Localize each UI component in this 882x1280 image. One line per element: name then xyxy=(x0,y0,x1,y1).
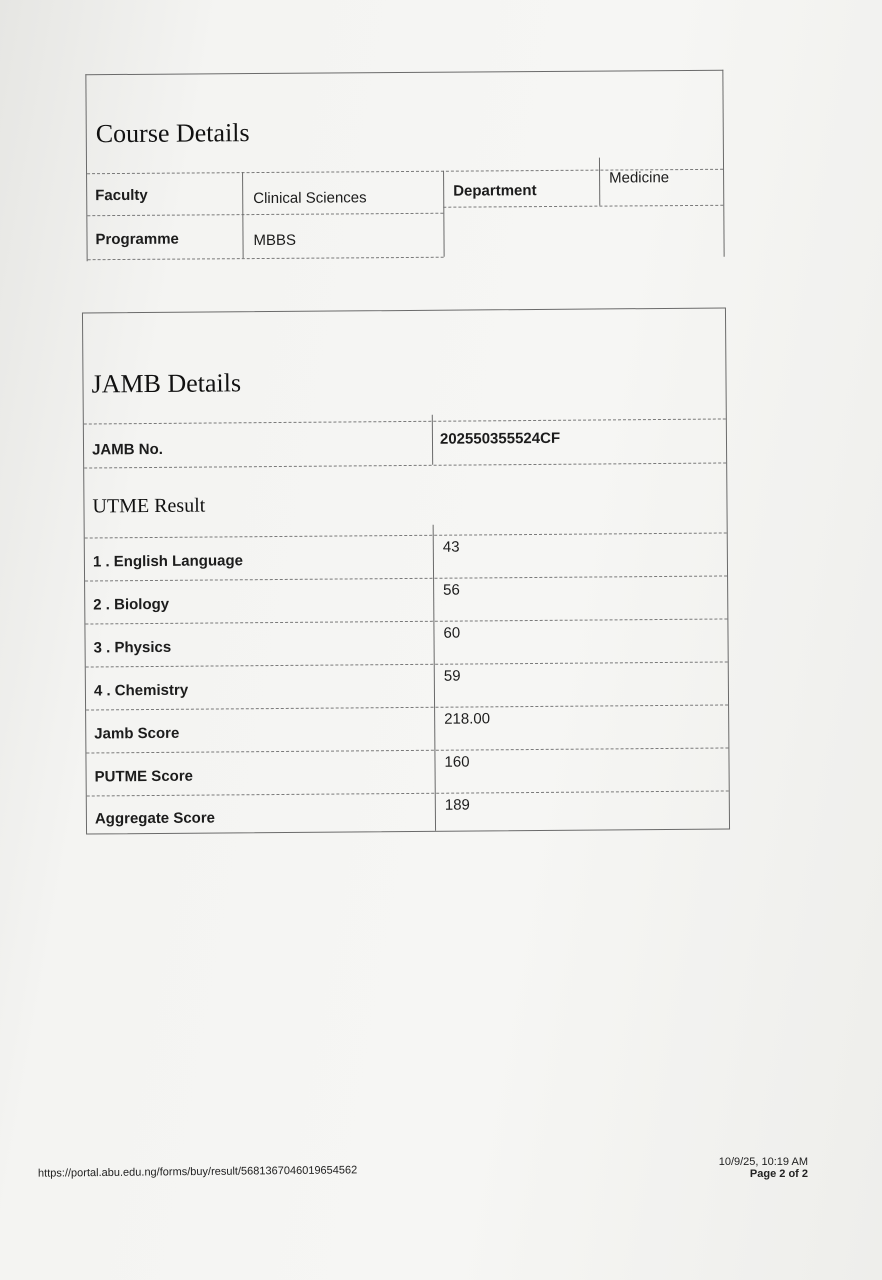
programme-value: MBBS xyxy=(253,231,297,250)
course-details-title: Course Details xyxy=(95,118,250,149)
footer-url: https://portal.abu.edu.ng/forms/buy/result/5681367046019654562 xyxy=(37,1164,358,1180)
course-col-divider-3 xyxy=(599,158,600,206)
utme-result-title: UTME Result xyxy=(92,494,206,518)
utme-row-divider xyxy=(87,790,729,796)
faculty-label: Faculty xyxy=(95,186,148,205)
utme-row-divider xyxy=(86,747,728,753)
putme-score-value: 160 xyxy=(444,753,470,771)
jamb-divider-jambno xyxy=(84,462,726,468)
utme-row-label-english: 1 . English Language xyxy=(92,552,244,571)
utme-divider-top xyxy=(85,532,727,538)
department-label: Department xyxy=(453,182,537,200)
putme-score-label: PUTME Score xyxy=(94,767,194,786)
footer-page-number: Page 2 of 2 xyxy=(749,1168,808,1180)
jamb-divider-top xyxy=(84,418,726,424)
utme-row-value-biology: 56 xyxy=(443,581,460,599)
utme-row-label-biology: 2 . Biology xyxy=(93,595,170,614)
aggregate-score-value: 189 xyxy=(444,796,470,814)
department-value: Medicine xyxy=(609,169,670,187)
utme-row-value-chemistry: 59 xyxy=(443,667,461,685)
jamb-details-section xyxy=(82,307,730,834)
jamb-score-label: Jamb Score xyxy=(94,724,180,743)
course-details-section xyxy=(85,70,724,261)
faculty-value: Clinical Sciences xyxy=(253,189,367,208)
course-col-divider-2 xyxy=(443,171,445,257)
utme-col-divider xyxy=(433,525,436,831)
utme-row-divider xyxy=(85,618,727,624)
footer-datetime: 10/9/25, 10:19 AM xyxy=(718,1156,808,1168)
jamb-no-value: 202550355524CF xyxy=(439,429,561,448)
jamb-details-title: JAMB Details xyxy=(91,368,242,399)
utme-row-divider xyxy=(86,704,728,710)
utme-row-value-english: 43 xyxy=(442,538,460,556)
utme-row-divider xyxy=(86,661,728,667)
jamb-col-divider xyxy=(432,415,433,465)
utme-row-value-physics: 60 xyxy=(443,624,461,642)
utme-row-divider xyxy=(85,575,727,581)
jamb-no-label: JAMB No. xyxy=(91,440,163,459)
jamb-score-value: 218.00 xyxy=(444,710,491,728)
programme-label: Programme xyxy=(95,230,179,249)
course-row-divider-right xyxy=(443,205,723,208)
utme-row-label-physics: 3 . Physics xyxy=(93,638,172,657)
utme-row-label-chemistry: 4 . Chemistry xyxy=(93,681,189,700)
course-row-divider-mid xyxy=(87,213,443,216)
aggregate-score-label: Aggregate Score xyxy=(94,809,216,828)
